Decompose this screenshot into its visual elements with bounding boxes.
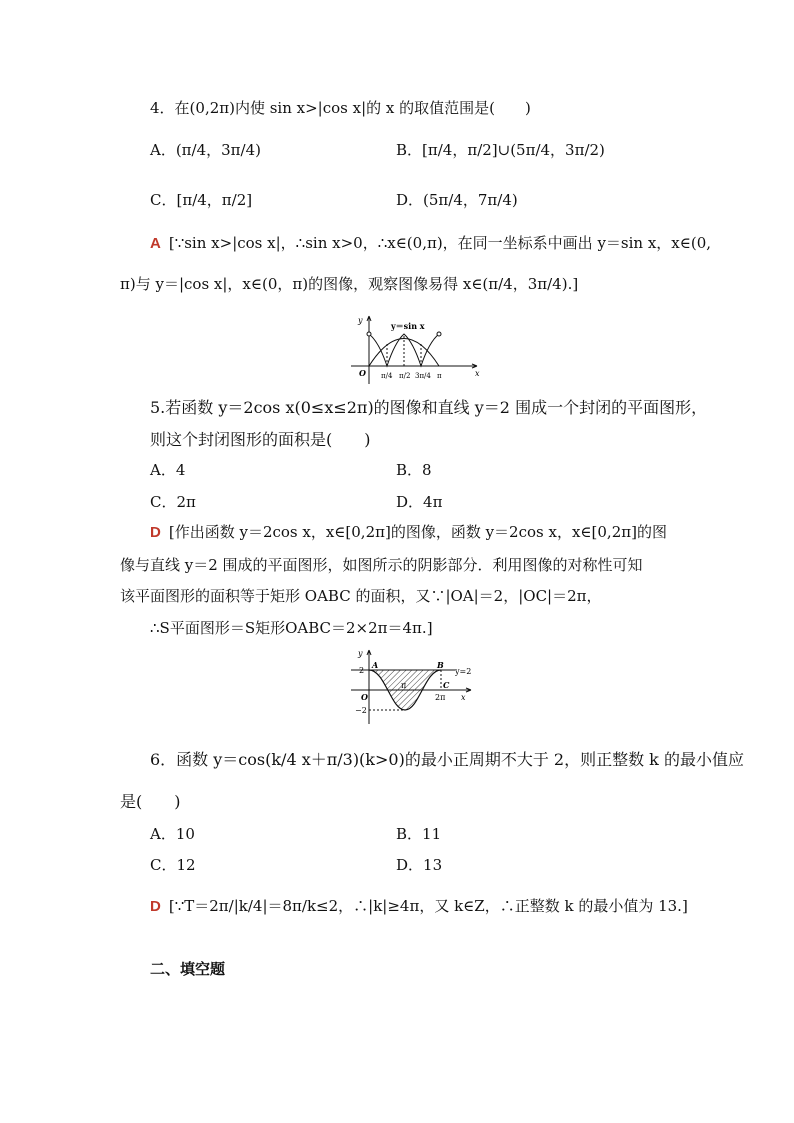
- q5-label-neg2: −2: [355, 706, 367, 715]
- q5-option-b: B．8: [396, 461, 432, 479]
- q5-solution-line4: ∴S平面图形＝S矩形OABC＝2×2π＝4π.]: [150, 619, 433, 637]
- section-heading-fill-in: 二、填空题: [150, 961, 226, 978]
- q6-option-a: A．10: [150, 825, 195, 843]
- q5-label-y: y: [358, 649, 363, 658]
- q4-option-c: C．[π/4，π/2]: [150, 191, 253, 209]
- q4-tick-3pi4: 3π/4: [415, 372, 431, 380]
- q4-tick-pi4: π/4: [381, 372, 393, 380]
- q5-label-o: O: [361, 692, 368, 702]
- q5-label-2pi: 2π: [435, 693, 446, 702]
- q4-label-x: x: [475, 369, 480, 378]
- q5-option-d: D．4π: [396, 493, 443, 511]
- q5-stem-line1: 5.若函数 y＝2cos x(0≤x≤2π)的图像和直线 y＝2 围成一个封闭的平面图形，: [150, 398, 708, 417]
- q4-label-o: O: [359, 368, 366, 378]
- q5-solution-line3: 该平面图形的面积等于矩形 OABC 的面积，又∵|OA|＝2，|OC|＝2π，: [120, 587, 602, 605]
- q5-option-c: C．2π: [150, 493, 196, 511]
- q6-solution-text: [∵T＝2π/|k/4|＝8π/k≤2，∴|k|≥4π，又 k∈Z，∴正整数 k 的最小值为 13.]: [168, 897, 688, 915]
- q5-solution-text1: [作出函数 y＝2cos x，x∈[0,2π]的图像，函数 y＝2cos x，x∈[0,2π]的图: [168, 523, 667, 541]
- q5-label-a: A: [372, 660, 379, 670]
- q5-solution-line1: [150, 522, 667, 543]
- q5-label-pi: π: [401, 681, 407, 690]
- q4-solution-line2: π)与 y＝|cos x|，x∈(0，π)的图像，观察图像易得 x∈(π/4，3π/4).]: [120, 275, 579, 293]
- q4-solution-line1: [150, 233, 711, 254]
- q5-line-label: y=2: [455, 667, 472, 676]
- q4-tick-pi: π: [437, 372, 442, 380]
- q5-label-x: x: [461, 693, 466, 702]
- q4-curve-label: y＝sin x: [391, 321, 425, 331]
- q6-stem-line2: 是( ): [120, 792, 181, 811]
- q6-option-b: B．11: [396, 825, 442, 843]
- q4-option-d: D．(5π/4，7π/4): [396, 191, 518, 209]
- q5-figure: [345, 646, 480, 728]
- q6-solution: [150, 896, 688, 917]
- q4-option-b: B．[π/4，π/2]∪(5π/4，3π/2): [396, 141, 605, 159]
- q4-answer-letter: A: [150, 235, 161, 252]
- q4-figure: [345, 312, 485, 388]
- q5-label-b: B: [437, 660, 444, 670]
- q6-answer-letter: D: [150, 898, 161, 915]
- q6-option-c: C．12: [150, 856, 196, 874]
- q5-answer-letter: D: [150, 524, 161, 541]
- q5-solution-line2: 像与直线 y＝2 围成的平面图形，如图所示的阴影部分．利用图像的对称性可知: [120, 556, 643, 574]
- q4-stem: 4．在(0,2π)内使 sin x>|cos x|的 x 的取值范围是( ): [150, 99, 531, 117]
- q4-solution-text1: [∵sin x>|cos x|，∴sin x>0，∴x∈(0,π)，在同一坐标系中画出 y＝sin x，x∈(0,: [168, 234, 712, 252]
- q6-option-d: D．13: [396, 856, 443, 874]
- q4-label-y: y: [358, 316, 363, 325]
- q4-tick-pi2: π/2: [399, 372, 411, 380]
- q6-stem-line1: 6．函数 y＝cos(k/4 x＋π/3)(k>0)的最小正周期不大于 2，则正整数 k 的最小值应: [150, 750, 744, 769]
- q5-option-a: A．4: [150, 461, 186, 479]
- q5-label-2: 2: [359, 666, 365, 675]
- q5-label-c: C: [443, 680, 450, 690]
- q4-option-a: A．(π/4，3π/4): [150, 141, 261, 159]
- q5-stem-line2: 则这个封闭图形的面积是( ): [150, 430, 371, 449]
